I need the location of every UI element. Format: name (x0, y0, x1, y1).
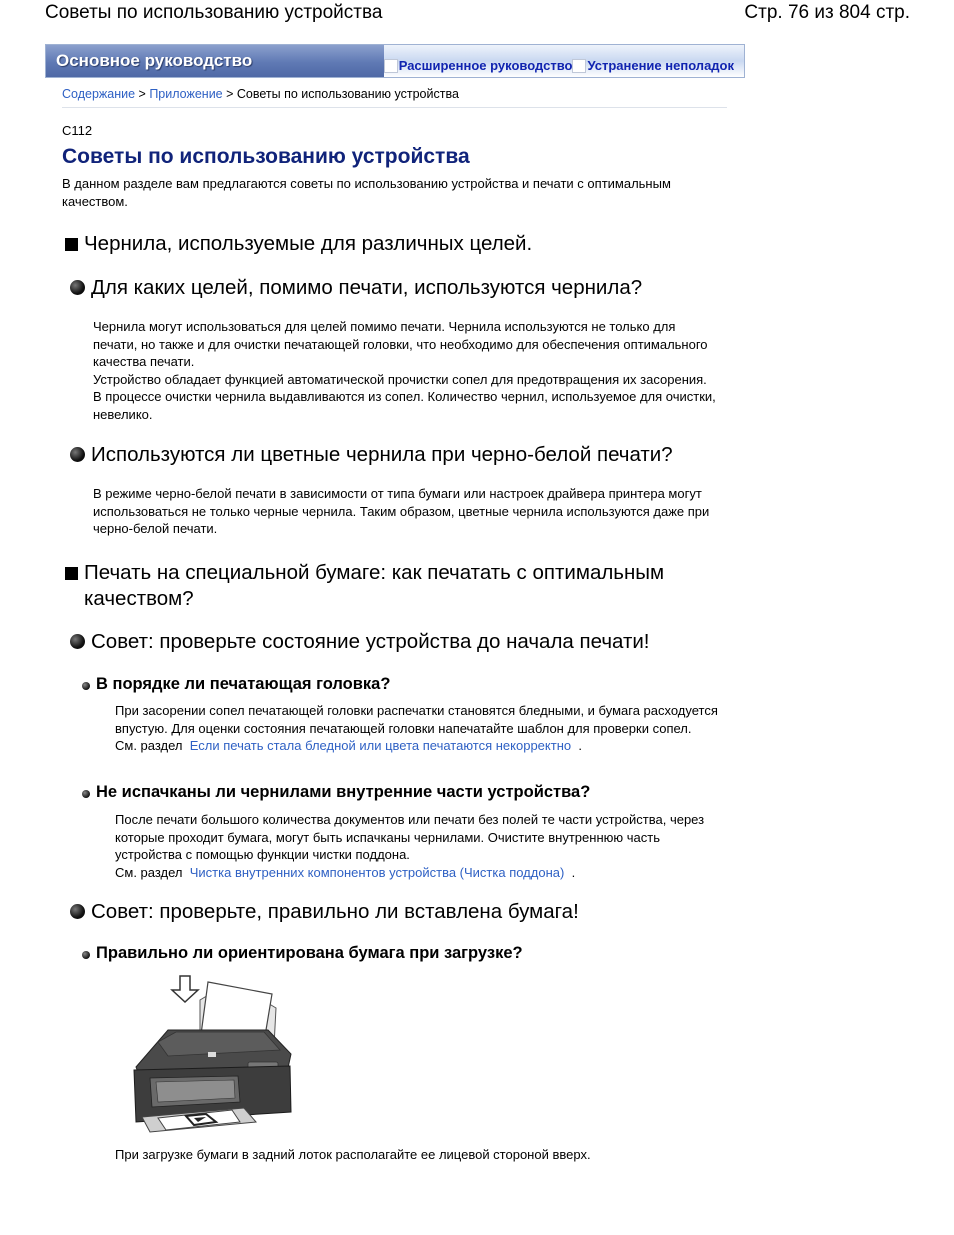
breadcrumb-separator: > (135, 87, 150, 101)
see-label: См. раздел (115, 738, 183, 753)
small-bullet-icon (82, 790, 90, 798)
square-bullet-icon (65, 567, 78, 580)
see-label: См. раздел (115, 864, 183, 880)
troubleshooting-label: Устранение неполадок (587, 58, 734, 73)
advanced-guide-label: Расширенное руководство (398, 58, 573, 73)
small-bullet-icon (82, 951, 90, 959)
logo-mark (208, 1052, 216, 1057)
caption-paper-face-up: При загрузке бумаги в задний лоток располагайте ее лицевой стороной вверх. (115, 1147, 591, 1162)
question-heading-ink-uses (70, 275, 642, 301)
see-also (115, 864, 720, 882)
round-bullet-icon (70, 280, 85, 295)
page-code: C112 (62, 123, 93, 138)
advanced-guide-link[interactable] (384, 58, 573, 73)
subheading-ink-stains (82, 782, 590, 802)
subheading-text: В порядке ли печатающая головка? (96, 675, 391, 693)
basic-guide-tab[interactable]: Основное руководство (46, 45, 384, 77)
printer-paper-loading-illustration (128, 972, 298, 1137)
tip-heading-check-state (70, 629, 650, 655)
faint-print-link[interactable]: Если печать стала бледной или цвета печатаются некорректно (189, 738, 572, 753)
paragraph: Устройство обладает функцией автоматической прочистки сопел для предотвращения их засорения. В процессе очистки чернила выдавливаются из сопел. Количество чернил, используемое для очистки, невелико. (93, 371, 716, 422)
answer-print-head (115, 702, 720, 755)
nav-links (384, 58, 734, 76)
round-bullet-icon (70, 447, 85, 462)
question-heading-text: Для каких целей, помимо печати, используются чернила? (91, 276, 643, 299)
page-header (0, 0, 954, 30)
breadcrumb-separator: > (222, 87, 237, 101)
square-bullet-icon (65, 238, 78, 251)
breadcrumb-contents-link[interactable]: Содержание (62, 87, 136, 101)
square-icon (572, 59, 586, 73)
paragraph: В режиме черно-белой печати в зависимости от типа бумаги или настроек драйвера принтера могут использоваться не только черные чернила. Таким образом, цветные чернила используются даже при черно-белой печати. (93, 486, 710, 536)
subheading-print-head (82, 674, 390, 694)
document-title: Советы по использованию устройства (45, 2, 383, 23)
troubleshooting-link[interactable] (572, 58, 734, 73)
small-bullet-icon (82, 682, 90, 690)
subheading-text: Правильно ли ориентирована бумага при загрузке? (96, 944, 523, 962)
breadcrumb-current: Советы по использованию устройства (236, 87, 459, 101)
subheading-paper-orientation (82, 943, 523, 963)
paragraph: После печати большого количества документов или печати без полей те части устройства, через которые проходит бумага, могут быть испачканы чернилами. Очистите внутреннюю часть устройства с помощью функции чистки поддона. (115, 812, 705, 862)
breadcrumb (62, 87, 727, 108)
see-also (115, 737, 720, 755)
square-icon (384, 59, 398, 73)
tip-heading-text: Совет: проверьте состояние устройства до начала печати! (91, 630, 650, 653)
page-counter: Стр. 76 из 804 стр. (744, 2, 910, 23)
manual-navbar (45, 44, 745, 78)
section-heading-text: Печать на специальной бумаге: как печатать с оптимальным качеством? (84, 561, 665, 610)
intro-text: В данном разделе вам предлагаются советы по использованию устройства и печати с оптимальным качеством. (62, 176, 671, 209)
section-heading-text: Чернила, используемые для различных целей. (84, 232, 533, 255)
question-heading-text: Используются ли цветные чернила при черно-белой печати? (91, 443, 673, 466)
question-heading-color-ink (70, 442, 673, 468)
paragraph: При засорении сопел печатающей головки распечатки становятся бледными, и бумага расходуется впустую. Для оценки состояния печатающей головки напечатайте шаблон для проверки сопел. (115, 703, 718, 736)
round-bullet-icon (70, 634, 85, 649)
answer-ink-stains (115, 811, 720, 881)
section-heading-ink (65, 231, 532, 257)
paragraph: Чернила могут использоваться для целей помимо печати. Чернила используются не только для печати, но также и для очистки печатающей головки, что необходимо для обеспечения оптимального качества печати. (93, 319, 708, 369)
period: . (571, 864, 576, 880)
section-heading-special-paper (65, 560, 725, 612)
down-arrow-icon (172, 976, 198, 1002)
subheading-text: Не испачканы ли чернилами внутренние части устройства? (96, 783, 591, 801)
answer-ink-uses (93, 318, 718, 423)
tip-heading-paper-loaded (70, 899, 579, 925)
bottom-plate-cleaning-link[interactable]: Чистка внутренних компонентов устройства (Чистка поддона) (189, 864, 565, 880)
round-bullet-icon (70, 904, 85, 919)
breadcrumb-appendix-link[interactable]: Приложение (149, 87, 223, 101)
period: . (578, 738, 582, 753)
answer-color-ink (93, 485, 723, 538)
page-title: Советы по использованию устройства (62, 145, 470, 168)
tip-heading-text: Совет: проверьте, правильно ли вставлена бумага! (91, 900, 579, 923)
